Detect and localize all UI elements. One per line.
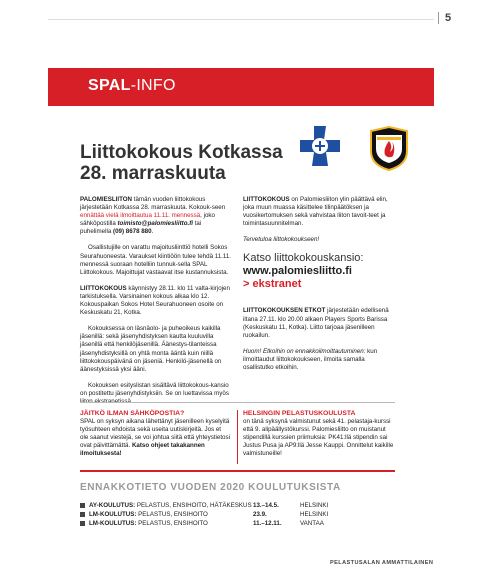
folder-link-block — [243, 252, 395, 291]
training-row — [80, 501, 328, 510]
training-row — [80, 519, 328, 528]
bullet-square-icon — [80, 512, 85, 517]
training-date: 23.9. — [253, 511, 267, 519]
bullet-square-icon — [80, 521, 85, 526]
paragraph-schedule: LIITTOKOKOUS käynnistyy 28.11. klo 11 valta-kirjojen tarkistuksella. Varsinainen kokous alkaa klo 12. Kokouspaikan Sokos Hotel Seurahuoneen osoite on Keskuskatu 21, Kotka. — [80, 284, 230, 317]
training-name: AY-KOULUTUS: PELASTUS, ENSIHOITO, HÄTÄKESKUS — [89, 502, 252, 510]
article-column-2 — [243, 196, 395, 380]
training-place: HELSINKI — [300, 511, 329, 519]
rescue-school-title: HELSINGIN PELASTUSKOULUSTA — [243, 410, 356, 417]
phone-number: (09) 8678 880 — [113, 228, 152, 236]
paragraph-voting: Kokouksessa on läsnäolo- ja puheoikeus kaikilla jäsenillä: sekä jäsenyhdistyksen kautta kuuluvilla jäsenillä että henkilöjäsenillä. Äänestys-tilanteissa jäsenyhdistyksillä on yhtä monta ääntä kuin niillä liittokokouspäivänä on jäseniä. Henkilö-jäsenellä on äänestyksissä yksi ääni. — [80, 325, 222, 373]
spal-info-banner — [48, 68, 434, 106]
paragraph-accommodation: Osallistujille on varattu majoitusliinttiö hotelli Sokos Seurahuoneesta. Varaukset kiintiöön tulee tehdä 11.11. mennessä suoraan hotelliin tunnuk-sella SPAL Liittokokous. Majoittujat vastaavat itse kustannuksista. — [80, 244, 232, 276]
trainings-list — [80, 501, 328, 529]
training-row — [80, 510, 328, 519]
bullet-square-icon — [80, 503, 85, 508]
training-name: LM-KOULUTUS: PELASTUS, ENSIHOITO — [89, 511, 208, 519]
red-rule — [80, 470, 395, 472]
email-notice-text: SPAL on syksyn aikana lähettänyt jäsenilleen kyselyitä työsuhteen ehdoista sekä useita uutiskirjeitä. Jos et ole saanut viestejä, se voi johtua siitä että yhteystietosi ovat päivittämättä. Katso ohjeet takakannen ilmoituksesta! — [80, 418, 230, 458]
email-notice-box — [80, 410, 230, 458]
section-divider — [80, 402, 395, 403]
page-number: 5 — [438, 12, 451, 24]
paragraph-etkot: LIITTOKOKOUKSEN ETKOT järjestetään edellisenä iltana 27.11. klo 20.00 alkaen Players Sports Barissa (Keskuskatu 11, Kotka). Liitto tarjoaa jäsenilleen ruokailun. — [243, 307, 389, 339]
fire-service-cross-emblem — [298, 124, 342, 168]
email-link[interactable]: toimisto@palomiesliitto.fi — [117, 220, 193, 228]
training-date: 11.–12.11. — [253, 520, 282, 528]
footer-magazine-name: PELASTUSALAN AMMATTILAINEN — [330, 560, 434, 566]
professionals-seal-emblem — [368, 125, 410, 172]
training-date: 13.–14.5. — [253, 502, 279, 510]
trainings-title: ENNAKKOTIETO VUODEN 2020 KOULUTUKSISTA — [80, 482, 341, 493]
welcome-text: Tervetuloa liittokokoukseen! — [243, 236, 320, 244]
headline-line-2: 28. marraskuuta — [80, 163, 226, 184]
rescue-school-box — [243, 410, 396, 458]
banner-title: SPAL-INFO — [88, 77, 176, 94]
training-place: HELSINKI — [300, 502, 329, 510]
email-notice-title: JÄITKÖ ILMAN SÄHKÖPOSTIA? — [80, 410, 185, 417]
article-column-1 — [80, 196, 232, 414]
headline-line-1: Liittokokous Kotkassa — [80, 142, 283, 163]
paragraph-agenda: Kokouksen esityslistan sisältävä liittokokous-kansio on postitettu jäsenyhdistyksiin. Se on luettavissa myös — [80, 381, 229, 397]
paragraph-registration-note: Huom! Etkoihin on ennakkoilmoittautuminen: kun ilmoittaudut liittokokoukseen, ilmoita samalla osallistutko etkoihin. — [243, 347, 378, 372]
article-headline — [80, 142, 283, 184]
training-name: LM-KOULUTUS: PELASTUS, ENSIHOITO — [89, 520, 208, 528]
training-place: VANTAA — [300, 520, 324, 528]
box-divider — [237, 410, 238, 464]
rescue-school-text: on tänä syksynä valmistunut sekä 41. pelastaja-kurssi että 9. alipäällystökurssi. Palomiesliitto on muistanut stipendillä kurssien priimuksia: PK41:llä stipendin sai Justus Pusa ja AP9:llä Jesse Kauppi. Onnittelut kaikille valmistuneille! — [243, 418, 394, 458]
paragraph-role: LIITTOKOKOUS on Palomiesliiton ylin päättävä elin, joka muun muassa käsittelee tilinpäätöksen ja vuosikertomuksen sekä vahvistaa liiton tavoit-teet ja toimintasuunnitelman. — [243, 196, 388, 228]
extranet-link[interactable]: > ekstranet — [243, 278, 302, 291]
paragraph-intro: PALOMIESLIITON tämän vuoden liittokokous järjestetään Kotkassa 28. marraskuuta. Kokouk-seen ennättää vielä ilmoittautua 11.11. mennessä, joko sähköpostilla toimisto@palomiesliitto.fi tai puhelimella (09) 8678 880. — [80, 196, 226, 236]
top-rule — [48, 19, 434, 20]
folder-label: Katso liittokokouskansio: — [243, 252, 364, 265]
website-link[interactable]: www.palomiesliitto.fi — [243, 265, 352, 278]
